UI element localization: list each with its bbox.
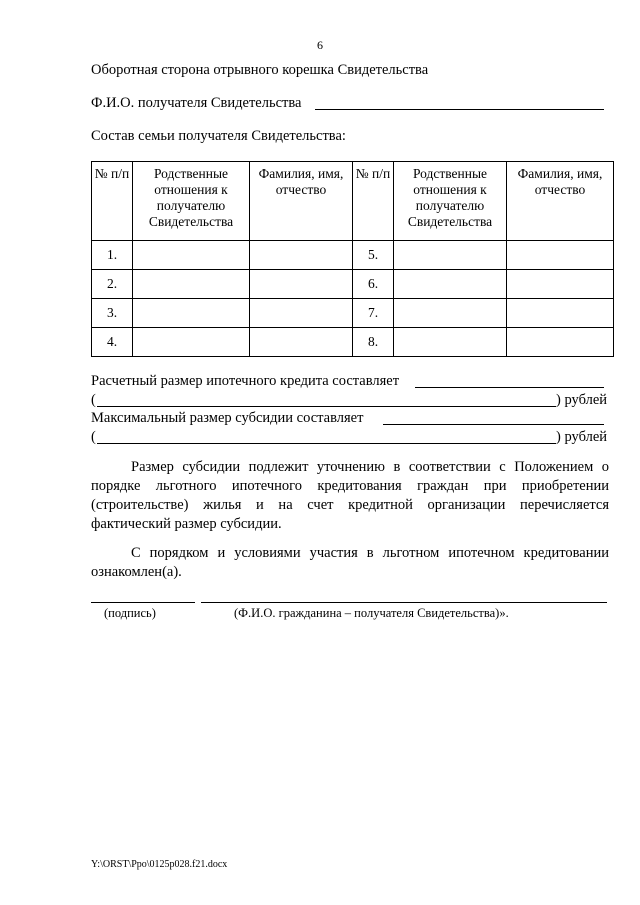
table-cell <box>133 299 250 328</box>
table-row <box>92 270 614 299</box>
header-relation-right: Родственные отношения к получателю Свидетельства <box>394 162 507 241</box>
loan-open-paren: ( <box>91 392 96 408</box>
family-table <box>91 161 614 357</box>
table-cell <box>250 328 353 357</box>
subsidy-label: Максимальный размер субсидии составляет <box>91 410 364 426</box>
subsidy-fill-line <box>383 424 604 425</box>
subsidy-paragraph: Размер субсидии подлежит уточнению в соответствии с Положением о порядке льготного ипотечного кредитования граждан при приобретении (строительстве) жилья и на счет кредитной организации перечисляется фактический размер субсидии. <box>91 459 609 532</box>
table-cell <box>507 299 614 328</box>
header-relation-left: Родственные отношения к получателю Свидетельства <box>133 162 250 241</box>
table-cell <box>394 241 507 270</box>
heading: Оборотная сторона отрывного корешка Свидетельства <box>91 62 429 78</box>
page-number: 6 <box>317 38 323 52</box>
header-no-right: № п/п <box>353 162 394 241</box>
table-cell <box>507 241 614 270</box>
table-cell <box>394 328 507 357</box>
signature-line <box>91 602 195 603</box>
family-label: Состав семьи получателя Свидетельства: <box>91 128 346 144</box>
row-number-left: 2. <box>92 270 133 299</box>
signature-caption: (подпись) <box>104 606 156 620</box>
table-cell <box>394 270 507 299</box>
subsidy-open-paren: ( <box>91 429 96 445</box>
table-cell <box>133 270 250 299</box>
row-number-left: 1. <box>92 241 133 270</box>
table-row <box>92 241 614 270</box>
table-cell <box>133 328 250 357</box>
row-number-right: 7. <box>353 299 394 328</box>
loan-label: Расчетный размер ипотечного кредита составляет <box>91 373 400 389</box>
row-number-left: 4. <box>92 328 133 357</box>
table-cell <box>250 299 353 328</box>
loan-rubles-suffix: ) рублей <box>556 392 608 408</box>
header-name-left: Фамилия, имя, отчество <box>250 162 353 241</box>
name-caption: (Ф.И.О. гражданина – получателя Свидетельства)». <box>234 606 509 620</box>
row-number-right: 5. <box>353 241 394 270</box>
acknowledgement-paragraph: С порядком и условиями участия в льготном ипотечном кредитовании ознакомлен(а). <box>91 545 609 580</box>
table-cell <box>133 241 250 270</box>
recipient-label: Ф.И.О. получателя Свидетельства <box>91 95 302 111</box>
table-cell <box>507 328 614 357</box>
loan-words-line <box>97 406 556 407</box>
table-cell <box>250 270 353 299</box>
table-row <box>92 328 614 357</box>
subsidy-rubles-suffix: ) рублей <box>556 429 608 445</box>
table-header-row <box>92 162 614 241</box>
header-no-left: № п/п <box>92 162 133 241</box>
row-number-left: 3. <box>92 299 133 328</box>
table-cell <box>394 299 507 328</box>
recipient-fill-line <box>315 109 604 110</box>
table-row <box>92 299 614 328</box>
name-signature-line <box>201 602 607 603</box>
row-number-right: 6. <box>353 270 394 299</box>
header-name-right: Фамилия, имя, отчество <box>507 162 614 241</box>
loan-fill-line <box>415 387 604 388</box>
file-path-footer: Y:\ORST\Ppo\0125p028.f21.docx <box>91 859 228 870</box>
subsidy-words-line <box>97 443 556 444</box>
row-number-right: 8. <box>353 328 394 357</box>
table-cell <box>507 270 614 299</box>
table-cell <box>250 241 353 270</box>
